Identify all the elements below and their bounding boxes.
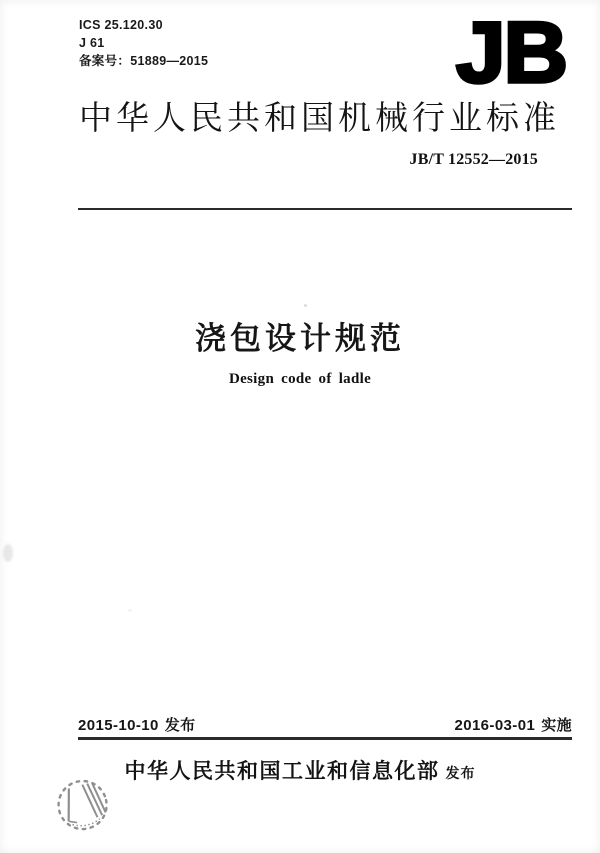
publisher-seal-icon [44, 771, 121, 843]
scan-smudge [3, 544, 13, 562]
date-row [78, 714, 572, 735]
header-meta [79, 16, 208, 70]
bottom-divider [78, 737, 572, 740]
record-number: 备案号：51889—2015 [79, 54, 209, 68]
issue-date-label: 发布 [164, 717, 196, 734]
classification-code: J 61 [79, 36, 105, 50]
implement-date [454, 714, 572, 735]
standard-number: JB/T 12552—2015 [409, 151, 538, 168]
issue-date [78, 714, 196, 735]
scan-speck [128, 609, 132, 612]
issue-date-value: 2015-10-10 [78, 717, 159, 734]
jb-logo: JB [455, 5, 567, 101]
document-title-cn: 浇包设计规范 [195, 321, 405, 356]
standard-name: 中华人民共和国机械行业标准 [79, 101, 560, 137]
top-divider [78, 208, 572, 210]
scan-speck [304, 304, 307, 307]
publisher-publish-label: 发布 [445, 765, 476, 781]
implement-date-label: 实施 [541, 717, 572, 734]
implement-date-value: 2016-03-01 [454, 717, 536, 734]
publisher-name: 中华人民共和国工业和信息化部 [124, 760, 440, 783]
ics-code: ICS 25.120.30 [79, 18, 163, 32]
document-title-en: Design code of ladle [228, 371, 372, 387]
